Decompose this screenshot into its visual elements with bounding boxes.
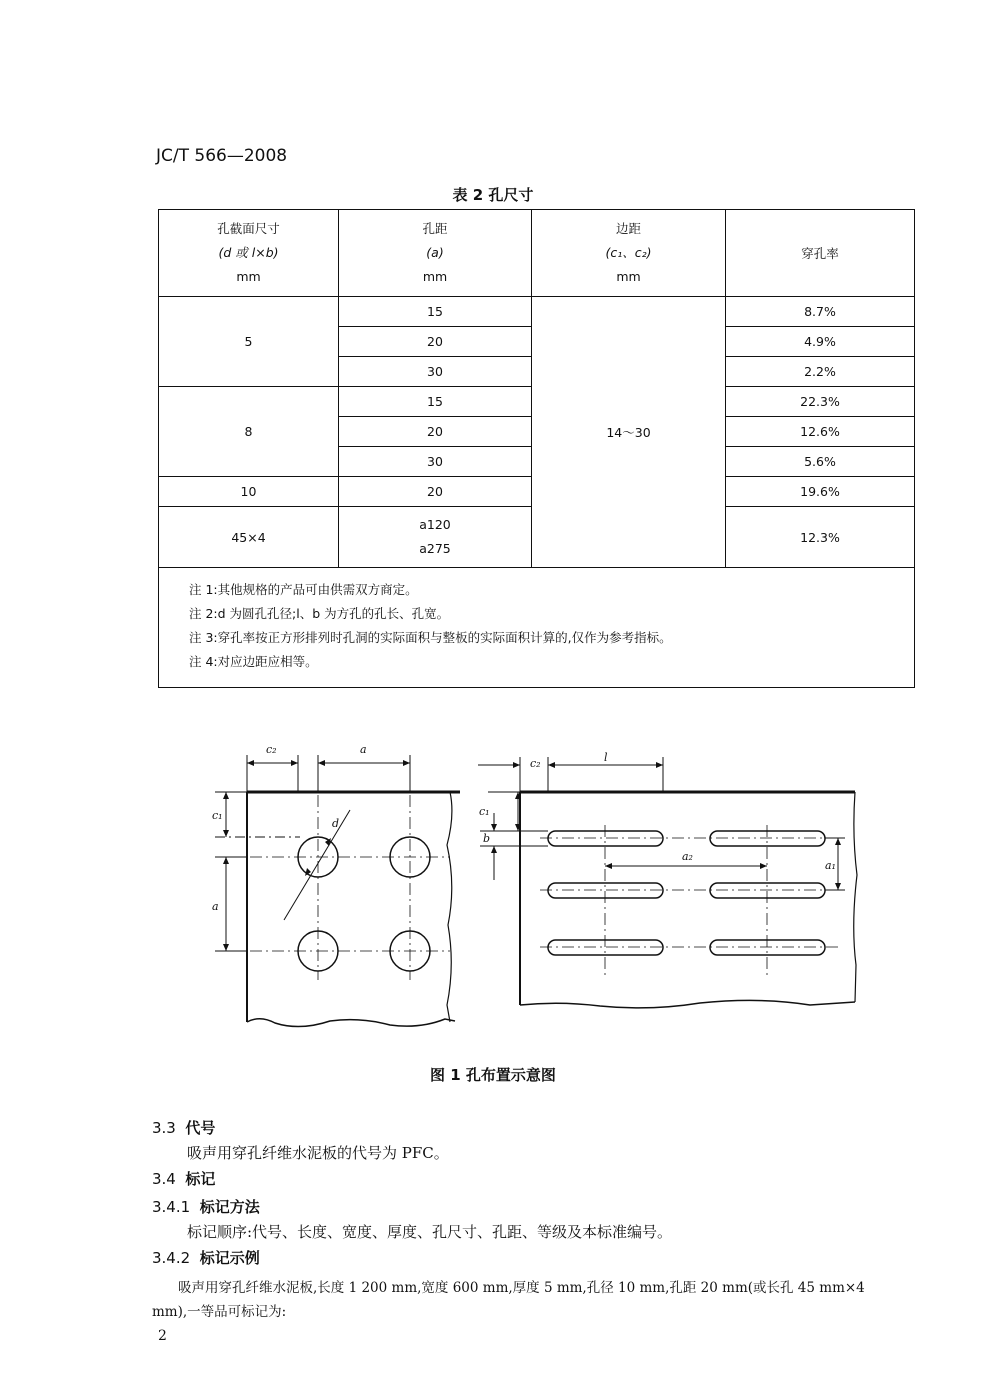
hole-layout-figure (0, 735, 986, 1035)
note-4: 注 4:对应边距应相等。 (189, 654, 318, 669)
cell-size: 5 (159, 297, 339, 387)
table-notes (159, 568, 915, 688)
section-3-4-1-text: 标记顺序:代号、长度、宽度、厚度、孔尺寸、孔距、等级及本标准编号。 (187, 1223, 673, 1241)
label-d: d (332, 817, 340, 830)
section-3-4-2-text-line2: mm),一等品可标记为: (152, 1304, 287, 1320)
cell-rate: 19.6% (726, 477, 915, 507)
header-hole-spacing: 孔距 (a) mm (339, 210, 532, 297)
note-2: 注 2:d 为圆孔孔径;l、b 为方孔的孔长、孔宽。 (189, 606, 450, 621)
cell-spacing: 20 (339, 327, 532, 357)
cell-size: 10 (159, 477, 339, 507)
cell-rate: 5.6% (726, 447, 915, 477)
section-3-4-1-heading: 3.4.1 标记方法 (152, 1198, 260, 1216)
cell-spacing: 30 (339, 447, 532, 477)
cell-spacing: 15 (339, 387, 532, 417)
header-edge-distance: 边距 (c₁、c₂) mm (532, 210, 726, 297)
label-a2: a₂ (682, 850, 693, 863)
document-number: JC/T 566—2008 (156, 146, 288, 166)
table-row (159, 297, 915, 327)
hole-size-table (158, 209, 915, 688)
table-caption: 表 2 孔尺寸 (452, 186, 534, 204)
section-3-4-2-text-line1: 吸声用穿孔纤维水泥板,长度 1 200 mm,宽度 600 mm,厚度 5 mm,孔径 10 mm,孔距 20 mm(或长孔 45 mm×4 (178, 1280, 865, 1296)
cell-spacing: 15 (339, 297, 532, 327)
label-c1: c₁ (212, 809, 223, 822)
label-l: l (604, 751, 608, 764)
round-hole-diagram (212, 743, 460, 1027)
cell-rate: 22.3% (726, 387, 915, 417)
note-3: 注 3:穿孔率按正方形排列时孔洞的实际面积与整板的实际面积计算的,仅作为参考指标。 (189, 630, 672, 645)
section-3-4-2-heading: 3.4.2 标记示例 (152, 1249, 260, 1267)
section-3-3-heading: 3.3 代号 (152, 1119, 216, 1137)
figure-caption: 图 1 孔布置示意图 (430, 1066, 556, 1084)
label-a1: a₁ (825, 859, 836, 872)
cell-rate: 12.3% (726, 507, 915, 568)
label-c2: c₂ (266, 743, 277, 756)
label-a-top: a (360, 743, 367, 756)
header-hole-size: 孔截面尺寸 (d 或 l×b) mm (159, 210, 339, 297)
label-a-side: a (212, 900, 219, 913)
section-3-4-heading: 3.4 标记 (152, 1170, 216, 1188)
cell-spacing: 20 (339, 417, 532, 447)
label-c1: c₁ (479, 805, 490, 818)
notes-row (159, 568, 915, 688)
slot-hole-diagram (478, 751, 857, 1008)
page-number: 2 (158, 1328, 167, 1344)
cell-rate: 4.9% (726, 327, 915, 357)
cell-rate: 2.2% (726, 357, 915, 387)
cell-size: 8 (159, 387, 339, 477)
cell-rate: 8.7% (726, 297, 915, 327)
cell-size: 45×4 (159, 507, 339, 568)
section-3-3-text: 吸声用穿孔纤维水泥板的代号为 PFC。 (187, 1144, 449, 1162)
label-c2: c₂ (530, 757, 541, 770)
header-perforation-rate: 穿孔率 (726, 210, 915, 297)
cell-edge-distance: 14～30 (532, 297, 726, 568)
cell-spacing: 20 (339, 477, 532, 507)
table-header-row (159, 210, 915, 297)
label-b: b (483, 832, 491, 845)
cell-spacing: a120 a275 (339, 507, 532, 568)
cell-spacing: 30 (339, 357, 532, 387)
cell-rate: 12.6% (726, 417, 915, 447)
note-1: 注 1:其他规格的产品可由供需双方商定。 (189, 582, 418, 597)
